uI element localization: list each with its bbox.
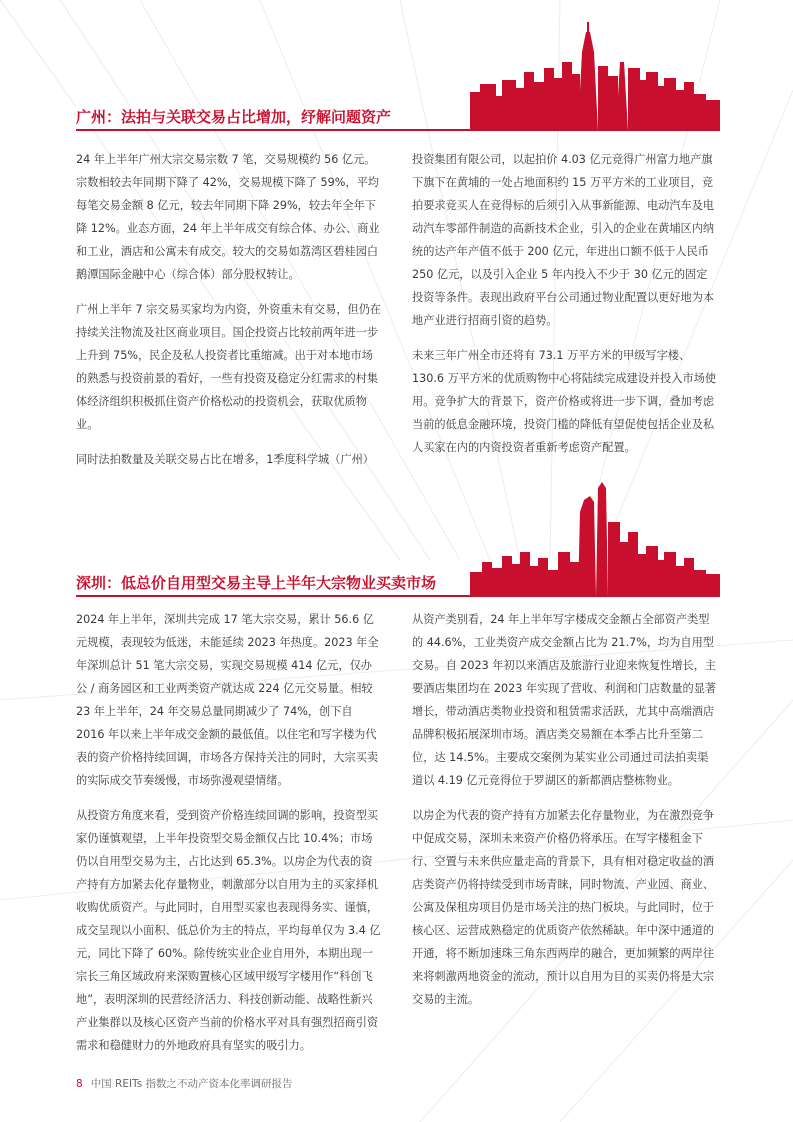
guangzhou-title: 广州：法拍与关联交易占比增加，纾解问题资产 [76, 106, 395, 127]
shenzhen-left-column [76, 608, 383, 1069]
paragraph: 24 年上半年广州大宗交易宗数 7 笔，交易规模约 56 亿元。宗数相较去年同期下降了 42%，交易规模下降了 59%，平均每笔交易金额 8 亿元，较去年同期下降 29%，较去年全年下降 12%。业态方面，24 年上半年成交有综合体、办公、商业和工业，酒店和公寓未有成交。较大的交易如荔湾区碧桂园白鹅潭国际金融中心（综合体）部分股权转让。 [76, 153, 380, 281]
paragraph: 广州上半年 7 宗交易买家均为内资，外资重未有交易，但仍在持续关注物流及社区商业项目。国企投资占比较前两年进一步上升到 75%，民企及私人投资者比重缩减。出于对本地市场的熟悉与投资前景的看好，一些有投资及稳定分红需求的村集体经济组织积极抓住资产价格松动的投资机会，获取优质物业。 [76, 303, 382, 431]
shenzhen-title: 深圳：低总价自用型交易主导上半年大宗物业买卖市场 [76, 572, 440, 593]
paragraph: 未来三年广州全市还将有 73.1 万平方米的甲级写字楼、130.6 万平方米的优质购物中心将陆续完成建设并投入市场使用。竞争扩大的背景下，资产价格或将进一步下调，叠加考虑当前的低息金融环境，投资门槛的降低有望促使包括企业及私人买家在内的内资投资者重新考虑资产配置。 [412, 349, 717, 454]
paragraph: 以房企为代表的资产持有方加紧去化存量物业，为在激烈竞争中促成交易，深圳未来资产价格仍将承压。在写字楼租金下行、空置与未来供应量走高的背景下，具有相对稳定收益的酒店类资产仍将持续受到市场青睐，同时物流、产业园、商业、公寓及保租房项目仍是市场关注的热门板块。与此同时，位于核心区、运营成熟稳定的优质资产依然稀缺。年中深中通道的开通，将不断加速珠三角东西两岸的融合，更加频繁的两岸往来将刺激两地资金的流动，预计以自用为目的买卖仍将是大宗交易的主流。 [412, 809, 715, 1006]
guangzhou-title-underline [76, 129, 476, 131]
paragraph: 2024 年上半年，深圳共完成 17 笔大宗交易，累计 56.6 亿元规模，表现较为低迷，未能延续 2023 年热度。2023 年全年深圳总计 51 笔大宗交易，实现交易规模 414 亿元，仅办公 / 商务园区和工业两类资产就达成 224 亿元交易量。相较 23 年上半年，24 年交易总量同期减少了 74%，创下自 2016 年以来上半年成交金额的最低值。以住宅和写字楼为代表的资产价格持续回调，市场各方保持关注的同时，大宗买卖的实际成交节奏缓慢，市场弥漫观望情绪。 [76, 613, 379, 787]
guangzhou-left-column [76, 148, 383, 483]
paragraph: 投资集团有限公司，以起拍价 4.03 亿元竞得广州富力地产旗下旗下在黄埔的一处占地面积约 15 万平方米的工业项目，竞拍要求竞买人在竞得标的后须引入从事新能源、电动汽车及电动汽车零部件制造的高新技术企业，引入的企业在黄埔区内纳统的达产年产值不低于 200 亿元，年进出口额不低于人民币 250 亿元，以及引入企业 5 年内投入不少于 30 亿元的固定投资等条件。表现出政府平台公司通过物业配置以更好地为本地产业进行招商引资的趋势。 [412, 153, 715, 327]
page-footer [76, 1076, 293, 1091]
shenzhen-title-underline [76, 595, 486, 597]
guangzhou-skyline-graphic [470, 22, 720, 131]
shenzhen-skyline-graphic [470, 482, 720, 597]
paragraph: 同时法拍数量及关联交易占比在增多，1季度科学城（广州） [76, 453, 374, 466]
shenzhen-right-column [412, 608, 718, 1023]
guangzhou-right-column [412, 148, 718, 471]
page-number: 8 [76, 1078, 83, 1090]
paragraph: 从资产类别看，24 年上半年写字楼成交金额占全部资产类型的 44.6%，工业类资产成交金额占比为 21.7%，均为自用型交易。自 2023 年初以来酒店及旅游行业迎来恢复性增长，主要酒店集团均在 2023 年实现了营收、利润和门店数量的显著增长，带动酒店类物业投资和租赁需求活跃，尤其中高端酒店品牌积极拓展深圳市场。酒店类交易额在本季占比升至第二位，达 14.5%。主要成交案例为某实业公司通过司法拍卖渠道以 4.19 亿元竞得位于罗湖区的新都酒店整栋物业。 [412, 613, 717, 787]
report-title: 中国 REITs 指数之不动产资本化率调研报告 [90, 1078, 293, 1090]
paragraph: 从投资方角度来看，受到资产价格连续回调的影响，投资型买家仍谨慎观望，上半年投资型交易金额仅占比 10.4%；市场仍以自用型交易为主，占比达到 65.3%。以房企为代表的资产持有方加紧去化存量物业，刺激部分以自用为主的买家择机收购优质资产。与此同时，自用型买家也表现得务实、谨慎，成交呈现以小面积、低总价为主的特点，平均每单仅为 3.4 亿元，同比下降了 60%。除传统实业企业自用外，本期出现一宗长三角区域政府来深购置核心区域甲级写字楼用作“科创飞地”，表明深圳的民营经济活力、科技创新动能、战略性新兴产业集群以及核心区资产当前的价格水平对具有强烈招商引资需求和稳健财力的外地政府具有坚实的吸引力。 [76, 809, 381, 1052]
